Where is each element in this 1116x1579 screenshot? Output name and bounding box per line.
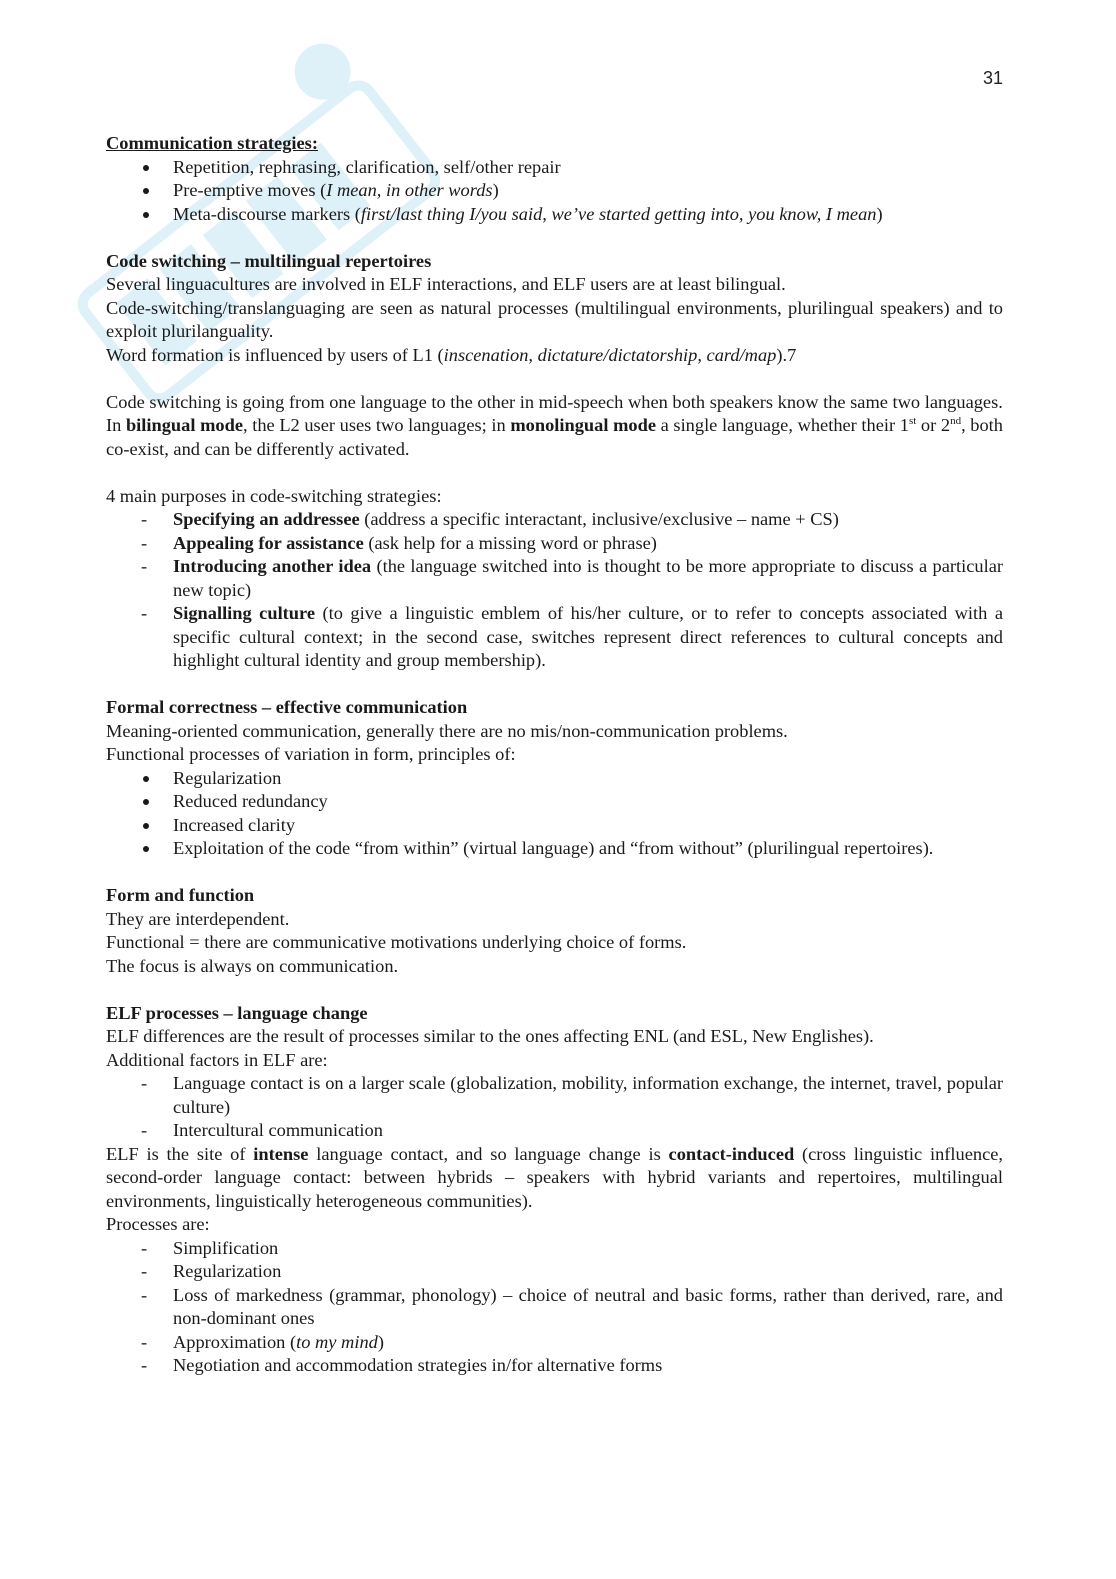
section-heading: ELF processes – language change <box>106 1002 368 1023</box>
paragraph: Meaning-oriented communication, generally there are no mis/non-communication problems. <box>106 720 788 741</box>
section-communication-strategies <box>106 132 1003 226</box>
paragraph: Processes are: <box>106 1214 210 1234</box>
paragraph: Code-switching/translanguaging are seen as natural processes (multilingual environments, plurilingual speakers) and to exploit plurilanguality. <box>106 297 1003 341</box>
section-code-switching-purposes <box>106 485 1003 673</box>
paragraph: Additional factors in ELF are: <box>106 1049 328 1070</box>
section-heading: Formal correctness – effective communication <box>106 697 468 717</box>
dash-list <box>106 1237 1003 1378</box>
list-item: Regularization <box>106 767 1003 791</box>
paragraph: ELF differences are the result of processes similar to the ones affecting ENL (and ESL, New Englishes). <box>106 1026 874 1046</box>
paragraph: ELF is the site of intense language contact, and so language change is contact-induced (cross linguistic influence, second-order language contact: between hybrids – speakers with hybrid variants and repertoires, multilingual environments, linguistically heterogeneous communities). <box>106 1143 1003 1211</box>
list-item: - Intercultural communication <box>106 1119 1003 1143</box>
section-formal-correctness <box>106 696 1003 861</box>
section-code-switching-modes <box>106 391 1003 462</box>
paragraph: Several linguacultures are involved in ELF interactions, and ELF users are at least bilingual. <box>106 274 786 294</box>
dash-list <box>106 508 1003 673</box>
list-item: - Appealing for assistance (ask help for a missing word or phrase) <box>106 532 1003 556</box>
section-code-switching <box>106 250 1003 368</box>
section-elf-processes <box>106 1002 1003 1378</box>
paragraph: In bilingual mode, the L2 user uses two languages; in monolingual mode a single language, whether their 1st or 2nd, both co-exist, and can be differently activated. <box>106 414 1003 459</box>
list-item: Exploitation of the code “from within” (virtual language) and “from without” (plurilingual repertoires). <box>106 837 1003 861</box>
section-form-and-function <box>106 884 1003 978</box>
page-number: 31 <box>983 68 1004 88</box>
list-item: - Introducing another idea (the language switched into is thought to be more appropriate to discuss a particular new topic) <box>106 555 1003 602</box>
dash-list <box>106 1072 1003 1143</box>
paragraph: Code switching is going from one language to the other in mid-speech when both speakers know the same two languages. <box>106 391 1003 412</box>
list-item: Repetition, rephrasing, clarification, self/other repair <box>106 156 1003 180</box>
paragraph: Functional = there are communicative motivations underlying choice of forms. <box>106 932 687 952</box>
list-item: - Signalling culture (to give a linguistic emblem of his/her culture, or to refer to concepts associated with a specific cultural context; in the second case, switches represent direct references to cultural concepts and highlight cultural identity and group membership). <box>106 602 1003 673</box>
list-item: - Simplification <box>106 1237 1003 1261</box>
paragraph: 4 main purposes in code-switching strategies: <box>106 485 442 506</box>
section-heading: Code switching – multilingual repertoires <box>106 250 432 271</box>
list-item: Increased clarity <box>106 814 1003 838</box>
paragraph: Word formation is influenced by users of L1 (inscenation, dictature/dictatorship, card/map).7 <box>106 344 797 365</box>
list-item: - Loss of markedness (grammar, phonology) – choice of neutral and basic forms, rather than derived, rare, and non-dominant ones <box>106 1284 1003 1331</box>
bullet-list <box>106 156 1003 227</box>
list-item: Reduced redundancy <box>106 790 1003 814</box>
paragraph: They are interdependent. <box>106 908 290 929</box>
paragraph: Functional processes of variation in form, principles of: <box>106 744 516 764</box>
section-heading: Form and function <box>106 885 255 905</box>
list-item: - Approximation (to my mind) <box>106 1331 1003 1355</box>
list-item: - Language contact is on a larger scale (globalization, mobility, information exchange, the internet, travel, popular culture) <box>106 1072 1003 1119</box>
list-item: - Regularization <box>106 1260 1003 1284</box>
document-body <box>106 132 1003 1401</box>
list-item: Pre-emptive moves (I mean, in other words) <box>106 179 1003 203</box>
bullet-list <box>106 767 1003 861</box>
list-item: - Negotiation and accommodation strategies in/for alternative forms <box>106 1354 1003 1378</box>
section-heading: Communication strategies: <box>106 133 318 153</box>
list-item: Meta-discourse markers (first/last thing I/you said, we’ve started getting into, you know, I mean) <box>106 203 1003 227</box>
list-item: - Specifying an addressee (address a specific interactant, inclusive/exclusive – name + CS) <box>106 508 1003 532</box>
paragraph: The focus is always on communication. <box>106 955 399 976</box>
